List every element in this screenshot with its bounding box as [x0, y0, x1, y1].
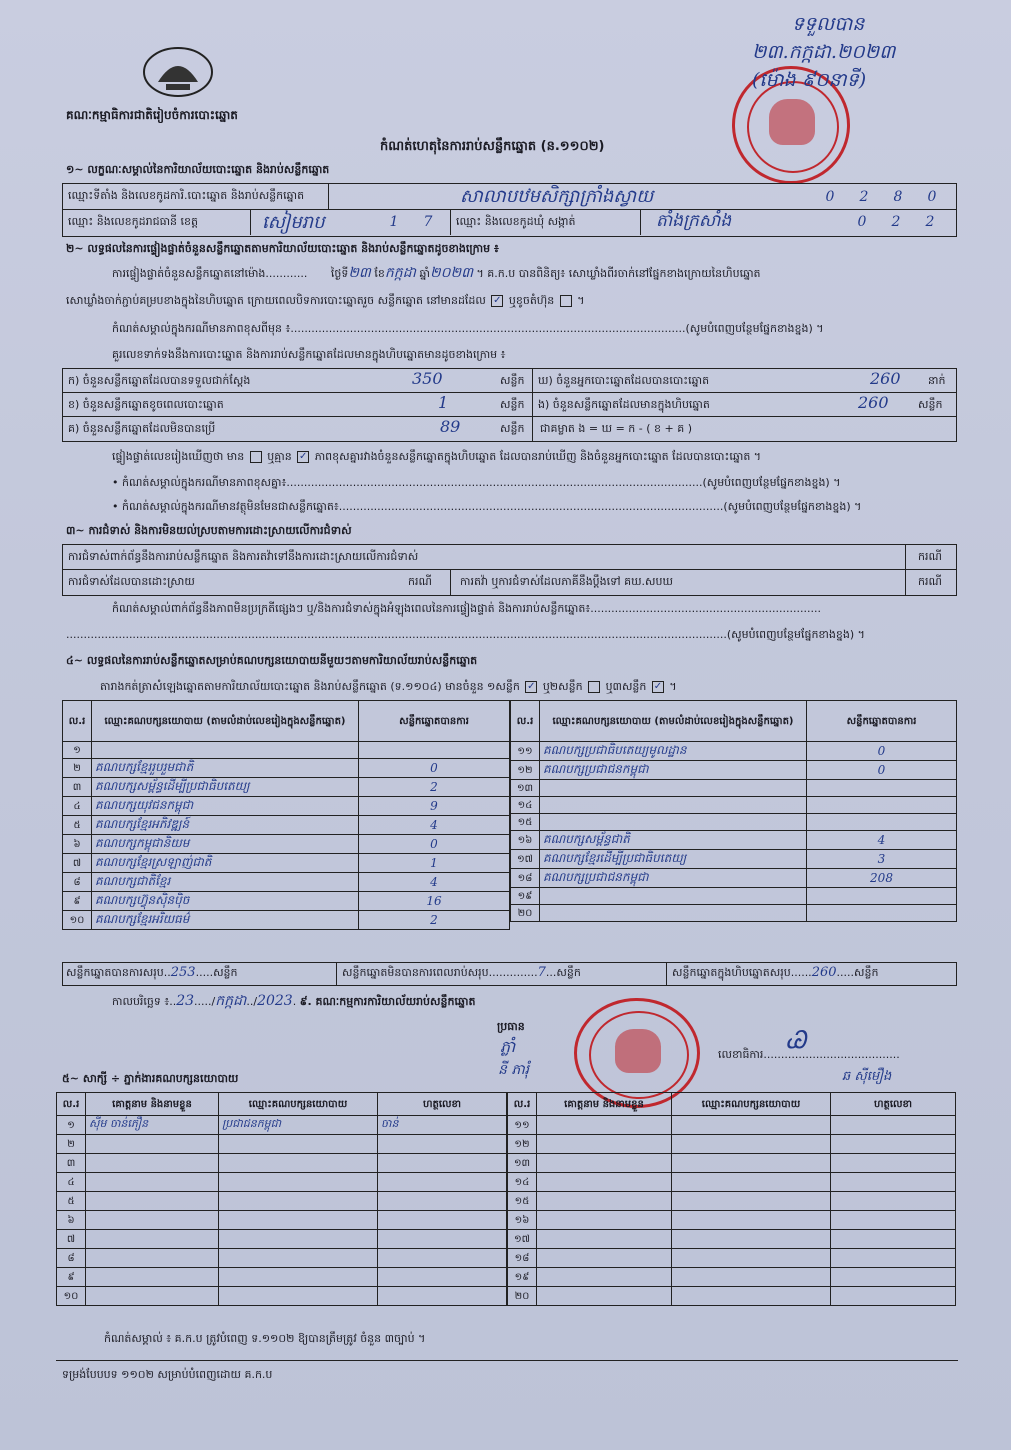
table-row [511, 761, 957, 780]
valid-votes: 0 [359, 759, 510, 778]
tally-sheet-line: តារាងកត់ត្រាសំឡេងឆ្នោតតាមការិយាល័យបោះឆ្នោត និងរាប់សន្លឹកឆ្នោត (ទ.១១០៤) មានចំនួន ១សន្លឹក ✓ ឬ២សន្លឹក ឬ៣សន្លឹក ✓ ។ [100, 680, 677, 693]
valid-votes: 0 [807, 742, 957, 761]
table-row [63, 797, 510, 816]
party-name: គណបក្សប្រជាធិបតេយ្យមូលដ្ឋាន [540, 742, 807, 761]
party-name [540, 797, 807, 814]
table-row [511, 831, 957, 850]
table-row [63, 911, 510, 930]
valid-votes: 4 [359, 816, 510, 835]
witness-party [672, 1116, 831, 1135]
row-number: ១៧ [508, 1230, 537, 1249]
party-name [540, 905, 807, 922]
section3-title: ៣~ ការជំទាស់ និងការមិនយល់ស្របតាមការដោះស្រាយលើការជំទាស់ [66, 524, 352, 537]
verification-line1: ការផ្ទៀងផ្ទាត់ចំនួនសន្លឹកឆ្នោតនៅម៉ោង............ ថ្ងៃទី២៣ ខែកក្កដា ឆ្នាំ២០២៣ ។ គ.ក.ប បានពិនិត្យ៖ សោឃ្លាំងពីរចាក់នៅផ្នែកខាងក្រោយនៃហិបឆ្នោត [112, 265, 761, 281]
witness-party [672, 1249, 831, 1268]
valid-votes: 16 [359, 892, 510, 911]
valid-votes: 9 [359, 797, 510, 816]
total-in-box: សន្លឹកឆ្នោតក្នុងហិបឆ្នោតសរុប......260.....សន្លឹក [672, 965, 879, 980]
row-number: ១ [63, 742, 92, 759]
party-name [540, 888, 807, 905]
witness-party [219, 1192, 378, 1211]
valid-votes: 2 [359, 911, 510, 930]
party-name: គណបក្សជាតិខ្មែរ [92, 873, 359, 892]
party-name: គណបក្សខ្មែរដើម្បីប្រជាធិបតេយ្យ [540, 850, 807, 869]
witness-name [537, 1192, 672, 1211]
row-number: ១ [57, 1116, 86, 1135]
row-number: ២០ [511, 905, 540, 922]
witness-party [672, 1192, 831, 1211]
witness-name [537, 1268, 672, 1287]
received-ballots-value: 350 [412, 369, 443, 388]
voters-label: ឃ) ចំនួនអ្នកបោះឆ្នោតដែលបានបោះឆ្នោត [538, 374, 710, 387]
row-number: ១០ [57, 1287, 86, 1306]
row-number: ១៤ [508, 1173, 537, 1192]
appeals: ការតវ៉ា ឬការជំទាស់ដែលភាគីនឹងប្តឹងទៅ គឃ.សបឃ [460, 575, 673, 588]
row-number: ១៧ [511, 850, 540, 869]
witness-name: ស៊ីម ចាន់ភឿន [86, 1116, 219, 1135]
valid-votes: 208 [807, 869, 957, 888]
party-name: គណបក្សហ៊្វុនស៊ិនប៉ិច [92, 892, 359, 911]
chair-signature: ភ្លាំ [500, 1037, 516, 1056]
row-number: ៤ [57, 1173, 86, 1192]
three-sheets-checkbox[interactable]: ✓ [653, 681, 663, 692]
polling-station-value: សាលាបឋមសិក្សាក្រាំងស្វាយ [460, 186, 654, 207]
party-name: គណបក្សសម្ព័ន្ធជាតិ [540, 831, 807, 850]
party-name: គណបក្សខ្មែររួបរួមជាតិ [92, 759, 359, 778]
polling-station-label: ឈ្មោះទីតាំង និងលេខកូដការិ.បោះឆ្នោត និងរាប់សន្លឹកឆ្នោត [68, 189, 305, 202]
row-number: ១២ [511, 761, 540, 780]
witness-row [508, 1230, 956, 1249]
witness-name [86, 1173, 219, 1192]
witness-name [537, 1116, 672, 1135]
party-name [540, 780, 807, 797]
ballots-in-box-label: ង) ចំនួនសន្លឹកឆ្នោតដែលមានក្នុងហិបឆ្នោត [538, 398, 710, 411]
row-number: ១៨ [508, 1249, 537, 1268]
objections-row1: ការជំទាស់ពាក់ព័ន្ធនឹងការរាប់សន្លឹកឆ្នោត និងការតវ៉ាទៅនឹងការដោះស្រាយលើការជំទាស់ [68, 550, 419, 563]
table-row [511, 814, 957, 831]
witness-name [537, 1154, 672, 1173]
witness-party [672, 1287, 831, 1306]
witness-row [508, 1268, 956, 1287]
polling-station-code: 0 2 8 0 [825, 189, 937, 205]
table-row [63, 854, 510, 873]
witness-name [86, 1249, 219, 1268]
witness-row [508, 1154, 956, 1173]
spoiled-ballots-label: ខ) ចំនួនសន្លឹកឆ្នោតខូចពេលបោះឆ្នោត [68, 398, 224, 411]
witness-row [57, 1230, 507, 1249]
witness-signature [831, 1230, 956, 1249]
witness-party [219, 1173, 378, 1192]
table-row [63, 778, 510, 797]
foreign-object-remark: • កំណត់សម្គាល់ក្នុងករណីមានវត្ថុមិនមែនជាសន្លឹកឆ្នោត៖..............................................................................................................(សូមបំពេញបន្ថែមផ្នែកខាងខ្នង) ។ [112, 500, 862, 513]
witness-party [672, 1268, 831, 1287]
witness-signature [831, 1173, 956, 1192]
witness-party [219, 1287, 378, 1306]
witness-name [86, 1135, 219, 1154]
witness-signature [378, 1135, 507, 1154]
witness-name [86, 1211, 219, 1230]
counts-formula: ជាគម្លាត ង = ឃ = ក - ( ខ + គ ) [540, 422, 692, 435]
two-sheets-checkbox[interactable] [588, 681, 600, 693]
row-number: ៩ [63, 892, 92, 911]
witness-row [508, 1116, 956, 1135]
row-number: ១៩ [508, 1268, 537, 1287]
spoiled-ballots-value: 1 [438, 393, 449, 412]
witness-name [86, 1287, 219, 1306]
table-row [511, 869, 957, 888]
witness-signature: ចាន់ [378, 1116, 507, 1135]
witness-party [672, 1230, 831, 1249]
row-number: ១១ [511, 742, 540, 761]
row-number: ៥ [63, 816, 92, 835]
table-row [511, 905, 957, 922]
section2-title: ២~ លទ្ធផលនៃការផ្ទៀងផ្ទាត់ចំនួនសន្លឹកឆ្នោតតាមការិយាល័យបោះឆ្នោត និងរាប់សន្លឹកឆ្នោតដូចខាងក្រោម ៖ [66, 242, 499, 255]
witness-signature [378, 1230, 507, 1249]
secretary-label: លេខាធិការ....................................... [718, 1048, 900, 1061]
witness-row [57, 1116, 507, 1135]
difference-note: កំណត់សម្គាល់ក្នុងករណីមានភាពខុសពីមុន ៖.................................................................................................................(សូមបំពេញបន្ថែមផ្នែកខាងខ្នង) ។ [112, 322, 824, 335]
received-note: ទទួលបាន ២៣.កក្កដា.២០២៣ (ម៉ោង ៩០នាទី) [752, 13, 896, 91]
witness-row [57, 1154, 507, 1173]
row-number: ២ [57, 1135, 86, 1154]
witness-signature [378, 1211, 507, 1230]
party-name: គណបក្សយុវជនកម្ពុជា [92, 797, 359, 816]
nec-emblem-icon [138, 42, 218, 100]
witness-signature [378, 1249, 507, 1268]
commune-code: 0 2 2 [857, 214, 935, 230]
table-row [511, 850, 957, 869]
witness-signature [378, 1173, 507, 1192]
row-number: ១៤ [511, 797, 540, 814]
province-code: 1 7 [389, 214, 433, 230]
valid-votes [807, 814, 957, 831]
party-name: គណបក្សប្រជាជនកម្ពុជា [540, 869, 807, 888]
witness-signature [831, 1192, 956, 1211]
witness-party [219, 1249, 378, 1268]
witness-row [57, 1249, 507, 1268]
table-row [511, 780, 957, 797]
section4-title: ៤~ លទ្ធផលនៃការរាប់សន្លឹកឆ្នោតសម្រាប់គណបក្សនយោបាយនីមួយៗតាមការិយាល័យរាប់សន្លឹកឆ្នោត [66, 654, 478, 667]
table-row [511, 742, 957, 761]
footnote: កំណត់សម្គាល់ ៖ គ.ក.ប ត្រូវបំពេញ ទ.១១០២ ឱ្យបានត្រឹមត្រូវ ចំនួន ៣ច្បាប់ ។ [104, 1332, 426, 1345]
row-number: ១៥ [511, 814, 540, 831]
secretary-signature: Ꮚ [786, 1026, 807, 1054]
valid-votes [807, 905, 957, 922]
party-name [540, 814, 807, 831]
secretary-name: ឆ ស៊ីមឿង [842, 1069, 892, 1084]
party-name: គណបក្សខ្មែរស្រឡាញ់ជាតិ [92, 854, 359, 873]
witness-row [508, 1211, 956, 1230]
witness-party: ប្រជាជនកម្ពុជា [219, 1116, 378, 1135]
valid-votes: 0 [359, 835, 510, 854]
party-name: គណបក្សកម្ពុជានិយម [92, 835, 359, 854]
row-number: ៣ [63, 778, 92, 797]
witness-party [672, 1135, 831, 1154]
unchanged-checkbox[interactable]: ✓ [493, 295, 502, 306]
row-number: ១៥ [508, 1192, 537, 1211]
province-value: សៀមរាប [262, 212, 325, 233]
witness-signature [831, 1116, 956, 1135]
witness-row [508, 1192, 956, 1211]
table-row [511, 888, 957, 905]
witness-name [86, 1268, 219, 1287]
party-name: គណបក្សសម្ព័ន្ធដើម្បីប្រជាធិបតេយ្យ [92, 778, 359, 797]
unused-ballots-value: 89 [440, 417, 461, 436]
valid-votes: 1 [359, 854, 510, 873]
discrepancy-no-checkbox[interactable]: ✓ [299, 451, 308, 462]
form-title: កំណត់ហេតុនៃការរាប់សន្លឹកឆ្នោត (ន.១១០២) [380, 139, 605, 154]
results-table-right: ល.រ ឈ្មោះគណបក្សនយោបាយ (តាមលំដាប់លេខរៀងក្នុងសន្លឹកឆ្នោត) សន្លឹកឆ្នោតបានការ ១១ គណបក្សប្រជាធិបតេយ្យមូលដ្ឋាន 0 ១២ គណបក្សប្រជាជនកម្ពុជា 0 ១៣ ១៤ ១៥ ១៦ គណបក្សសម្ព័ន្ធជាតិ 4 ១៧ គណបក្សខ្មែរដើម្បីប្រជាធិបតេយ្យ 3 ១៨ គណបក្សប្រជាជនកម្ពុជា 208 ១៩ ២០ [510, 700, 957, 922]
unused-ballots-label: គ) ចំនួនសន្លឹកឆ្នោតដែលមិនបានប្រើ [68, 422, 216, 435]
valid-votes: 0 [807, 761, 957, 780]
org-name: គណៈកម្មាធិការជាតិរៀបចំការបោះឆ្នោត [66, 108, 238, 122]
witness-party [672, 1154, 831, 1173]
witness-party [219, 1268, 378, 1287]
signoff-date: កាលបរិច្ឆេទ ៖..23...../កក្កដា../2023. ៩. គណៈកម្មការការិយាល័យរាប់សន្លឹកឆ្នោត [112, 993, 476, 1009]
witness-row [508, 1287, 956, 1306]
row-number: ១៦ [508, 1211, 537, 1230]
valid-votes [807, 888, 957, 905]
voters-value: 260 [870, 369, 901, 388]
total-invalid: សន្លឹកឆ្នោតមិនបានការពេលរាប់សរុប..............7...សន្លឹក [342, 965, 581, 980]
verification-line2: សោឃ្លាំងចាក់ភ្ជាប់គម្របខាងក្នុងនៃហិបឆ្នោត ក្រោយពេលបិទការបោះឆ្នោតរួច សន្លឹកឆ្នោត នៅមានដដែល ✓ ឬខូចតំហ៊ុន ។ [66, 294, 585, 307]
witness-signature [378, 1154, 507, 1173]
row-number: ១៣ [508, 1154, 537, 1173]
row-number: ៨ [57, 1249, 86, 1268]
row-number: ១២ [508, 1135, 537, 1154]
witness-party [672, 1211, 831, 1230]
witness-party [219, 1230, 378, 1249]
chair-name: នី ភារុំ [498, 1062, 530, 1078]
witness-name [86, 1154, 219, 1173]
witness-row [57, 1135, 507, 1154]
discrepancy-yes-checkbox[interactable] [250, 451, 262, 463]
valid-votes: 2 [359, 778, 510, 797]
witness-party [219, 1211, 378, 1230]
witness-party [219, 1154, 378, 1173]
witness-name [537, 1230, 672, 1249]
form-footer: ទម្រង់បែបបទ ១១០២ សម្រាប់បំពេញដោយ គ.ក.ប [62, 1368, 273, 1381]
witness-name [537, 1287, 672, 1306]
witness-row [57, 1211, 507, 1230]
counts-intro: គួរលេខទាក់ទងនឹងការបោះឆ្នោត និងការរាប់សន្លឹកឆ្នោតដែលមានក្នុងហិបឆ្នោតមានដូចខាងក្រោម ៖ [112, 348, 506, 361]
results-table-left: ល.រ ឈ្មោះគណបក្សនយោបាយ (តាមលំដាប់លេខរៀងក្នុងសន្លឹកឆ្នោត) សន្លឹកឆ្នោតបានការ ១ ២ គណបក្សខ្មែររួបរួមជាតិ 0 ៣ គណបក្សសម្ព័ន្ធដើម្បីប្រជាធិបតេយ្យ 2 ៤ គណបក្សយុវជនកម្ពុជា 9 ៥ គណបក្សខ្មែរអភិវឌ្ឍន៍ 4 ៦ គណបក្សកម្ពុជានិយម 0 ៧ គណបក្សខ្មែរស្រឡាញ់ជាតិ 1 ៨ គណបក្សជាតិខ្មែរ 4 ៩ គណបក្សហ៊្វុនស៊ិនប៉ិច 16 ១០ គណបក្សខ្មែរអរិយធម៌ 2 [62, 700, 510, 930]
chair-label: ប្រធាន [497, 1020, 525, 1033]
witness-row [57, 1173, 507, 1192]
row-number: ៩ [57, 1268, 86, 1287]
witness-signature [831, 1287, 956, 1306]
damaged-checkbox[interactable] [560, 295, 572, 307]
witness-name [537, 1211, 672, 1230]
table-row [63, 892, 510, 911]
valid-votes [807, 780, 957, 797]
valid-votes: 4 [807, 831, 957, 850]
valid-votes: 4 [359, 873, 510, 892]
party-name: គណបក្សប្រជាជនកម្ពុជា [540, 761, 807, 780]
row-number: ៦ [57, 1211, 86, 1230]
row-number: ៣ [57, 1154, 86, 1173]
row-number: ១៦ [511, 831, 540, 850]
witness-signature [831, 1135, 956, 1154]
ballots-in-box-value: 260 [858, 393, 889, 412]
row-number: ១៩ [511, 888, 540, 905]
difference-remark: • កំណត់សម្គាល់ក្នុងករណីមានភាពខុសគ្នា៖.......................................................................................................................(សូមបំពេញបន្ថែមផ្នែកខាងខ្នង) ។ [112, 476, 841, 489]
irregularity-note-line2: .............................................................................................................................................................................................(សូមបំពេញបន្ថែមផ្នែកខាងខ្នង) ។ [66, 628, 865, 641]
valid-votes [807, 797, 957, 814]
row-number: ២០ [508, 1287, 537, 1306]
party-name: គណបក្សខ្មែរអភិវឌ្ឍន៍ [92, 816, 359, 835]
witness-name [537, 1135, 672, 1154]
row-number: ១៣ [511, 780, 540, 797]
irregularity-note: កំណត់សម្គាល់ពាក់ព័ន្ធនឹងភាពមិនប្រក្រតីផ្សេងៗ ឬ/និងការជំទាស់ក្នុងអំឡុងពេលនៃការផ្ទៀងផ្ទាត់ និងការរាប់សន្លឹកឆ្នោត៖.................................................................. [112, 602, 821, 615]
valid-votes [359, 742, 510, 759]
party-name [92, 742, 359, 759]
witness-row [57, 1287, 507, 1306]
witness-signature [831, 1154, 956, 1173]
witness-table-right: ល.រ គោត្តនាម និងនាមខ្លួន ឈ្មោះគណបក្សនយោបាយ ហត្ថលេខា ១១ ១២ ១៣ ១៤ ១៥ ១៦ ១៧ ១៨ ១៩ ២០ [507, 1092, 956, 1306]
received-ballots-label: ក) ចំនួនសន្លឹកឆ្នោតដែលបានទទួលជាក់ស្តែង [68, 374, 251, 387]
row-number: ១៨ [511, 869, 540, 888]
party-name: គណបក្សខ្មែរអរិយធម៌ [92, 911, 359, 930]
commune-label: ឈ្មោះ និងលេខកូដឃុំ សង្កាត់ [456, 215, 576, 228]
one-sheet-checkbox[interactable]: ✓ [527, 681, 536, 692]
table-row [63, 816, 510, 835]
witness-name [86, 1192, 219, 1211]
valid-votes: 3 [807, 850, 957, 869]
row-number: ៤ [63, 797, 92, 816]
witness-row [57, 1192, 507, 1211]
witness-signature [378, 1268, 507, 1287]
row-number: ៥ [57, 1192, 86, 1211]
row-number: ២ [63, 759, 92, 778]
row-number: ៧ [57, 1230, 86, 1249]
section1-title: ១~ លក្ខណៈសម្គាល់នៃការិយាល័យបោះឆ្នោត និងរាប់សន្លឹកឆ្នោត [66, 163, 330, 176]
witness-party [672, 1173, 831, 1192]
witness-name [86, 1230, 219, 1249]
table-row [63, 759, 510, 778]
table-row [63, 742, 510, 759]
row-number: ១០ [63, 911, 92, 930]
table-row [63, 873, 510, 892]
province-label: ឈ្មោះ និងលេខកូដរាជធានី ខេត្ត [68, 215, 198, 228]
witness-row [508, 1135, 956, 1154]
witness-signature [831, 1268, 956, 1287]
witness-table-left: ល.រ គោត្តនាម និងនាមខ្លួន ឈ្មោះគណបក្សនយោបាយ ហត្ថលេខា ១ ស៊ីម ចាន់ភឿន ប្រជាជនកម្ពុជា ចាន់ ២ ៣ ៤ ៥ ៦ ៧ ៨ ៩ ១០ [56, 1092, 507, 1306]
witness-party [219, 1135, 378, 1154]
row-number: ៧ [63, 854, 92, 873]
witness-name [537, 1249, 672, 1268]
witness-row [508, 1249, 956, 1268]
witness-name [537, 1173, 672, 1192]
table-row [63, 835, 510, 854]
witness-signature [831, 1211, 956, 1230]
total-valid: សន្លឹកឆ្នោតបានការសរុប..253.....សន្លឹក [66, 965, 238, 980]
witness-row [57, 1268, 507, 1287]
resolved-objections: ការជំទាស់ដែលបានដោះស្រាយ [68, 575, 195, 588]
row-number: ៨ [63, 873, 92, 892]
commune-value: តាំងក្រសាំង [656, 211, 732, 231]
row-number: ១១ [508, 1116, 537, 1135]
witness-row [508, 1173, 956, 1192]
form-page: គណៈកម្មាធិការជាតិរៀបចំការបោះឆ្នោត ទទួលបាន ២៣.កក្កដា.២០២៣ (ម៉ោង ៩០នាទី) កំណត់ហេតុនៃការរាប់សន្លឹកឆ្នោត (ន.១១០២) ១~ លក្ខណៈសម្គាល់នៃការិយាល័យបោះឆ្នោត និងរាប់សន្លឹកឆ្នោត ឈ្មោះទីតាំង និងលេខកូដការិ.បោះឆ្នោត និងរាប់សន្លឹកឆ្នោត សាលាបឋមសិក្សាក្រាំងស្វាយ 0 2 8 0 ឈ្មោះ និងលេខកូដរាជធានី ខេត្ត សៀមរាប 1 7 ឈ្មោះ និងលេខកូដឃុំ សង្កាត់ តាំងក្រសាំង 0 2 2 ២~ លទ្ធផលនៃការផ្ទៀងផ្ទាត់ចំនួនសន្លឹកឆ្នោតតាមការិយាល័យបោះឆ្នោត និងរាប់សន្លឹកឆ្នោតដូចខាងក្រោម ៖ ការផ្ទៀងផ្ទាត់ចំនួនសន្លឹកឆ្នោតនៅម៉ោង............ ថ្ងៃទី២៣ ខែកក្កដា ឆ្នាំ២០២៣ ។ គ.ក.ប បានពិនិត្យ៖ សោឃ្លាំងពីរចាក់នៅផ្នែកខាងក្រោយនៃហិបឆ្នោត សោឃ្លាំងចាក់ភ្ជាប់គម្របខាងក្នុងនៃហិបឆ្នោត ក្រោយពេលបិទការបោះឆ្នោតរួច សន្លឹកឆ្នោត នៅមានដដែល ✓ ឬខូចតំហ៊ុន ។ កំណត់សម្គាល់ក្នុងករណីមានភាពខុសពីមុន ៖.................................................................................................................(សូមបំពេញបន្ថែមផ្នែកខាងខ្នង) ។ គួរលេខទាក់ទងនឹងការបោះឆ្នោត និងការរាប់សន្លឹកឆ្នោតដែលមានក្នុងហិបឆ្នោតមានដូចខាងក្រោម ៖ ក) ចំនួនសន្លឹកឆ្នោតដែលបានទទួលជាក់ស្តែង 350 សន្លឹក ឃ) ចំនួនអ្នកបោះឆ្នោតដែលបានបោះឆ្នោត 260 នាក់ ខ) ចំនួនសន្លឹកឆ្នោតខូចពេលបោះឆ្នោត 1 សន្លឹក ង) ចំនួនសន្លឹកឆ្នោតដែលមានក្នុងហិបឆ្នោត 260 សន្លឹក គ) ចំនួនសន្លឹកឆ្នោតដែលមិនបានប្រើ 89 សន្លឹក ជាគម្លាត ង = ឃ = ក - ( ខ + គ ) ផ្ទៀងផ្ទាត់លេខរៀងឃើញថា មាន ឬគ្មាន ✓ ភាពខុសគ្នារវាងចំនួនសន្លឹកឆ្នោតក្នុងហិបឆ្នោត ដែលបានរាប់ឃើញ និងចំនួនអ្នកបោះឆ្នោត ដែលបានបោះឆ្នោត ។ • កំណត់សម្គាល់ក្នុងករណីមានភាពខុសគ្នា៖.......................................................................................................................(សូមបំពេញបន្ថែមផ្នែកខាងខ្នង) ។ • កំណត់សម្គាល់ក្នុងករណីមានវត្ថុមិនមែនជាសន្លឹកឆ្នោត៖..............................................................................................................(សូមបំពេញបន្ថែមផ្នែកខាងខ្នង) ។ ៣~ ការជំទាស់ និងការមិនយល់ស្របតាមការដោះស្រាយលើការជំទាស់ ការជំទាស់ពាក់ព័ន្ធនឹងការរាប់សន្លឹកឆ្នោត និងការតវ៉ាទៅនឹងការដោះស្រាយលើការជំទាស់ ករណី ការជំទាស់ដែលបានដោះស្រាយ ករណី ការតវ៉ា ឬការជំទាស់ដែលភាគីនឹងប្តឹងទៅ គឃ.សបឃ ករណី កំណត់សម្គាល់ពាក់ព័ន្ធនឹងភាពមិនប្រក្រតីផ្សេងៗ ឬ/និងការជំទាស់ក្នុងអំឡុងពេលនៃការផ្ទៀងផ្ទាត់ និងការរាប់សន្លឹកឆ្នោត៖.................................................................. .............................................................................................................................................................................................(សូមបំពេញបន្ថែមផ្នែកខាងខ្នង) ។ ៤~ លទ្ធផលនៃការរាប់សន្លឹកឆ្នោតសម្រាប់គណបក្សនយោបាយនីមួយៗតាមការិយាល័យរាប់សន្លឹកឆ្នោត តារាងកត់ត្រាសំឡេងឆ្នោតតាមការិយាល័យបោះឆ្នោត និងរាប់សន្លឹកឆ្នោត (ទ.១១០៤) មានចំនួន ១សន្លឹក ✓ ឬ២សន្លឹក ឬ៣សន្លឹក ✓ ។ ល.រ ឈ្មោះគណបក្សនយោបាយ (តាមលំដាប់លេខរៀងក្នុងសន្លឹកឆ្នោត) សន្លឹកឆ្នោតបានការ ១ ២ គណបក្សខ្មែររួបរួមជាតិ 0 ៣ គណបក្សសម្ព័ន្ធដើម្បីប្រជាធិបតេយ្យ 2 ៤ គណបក្សយុវជនកម្ពុជា 9 ៥ គណបក្សខ្មែរអភិវឌ្ឍន៍ 4 ៦ គណបក្សកម្ពុជានិយម 0 ៧ គណបក្សខ្មែរស្រឡាញ់ជាតិ 1 ៨ គណបក្សជាតិខ្មែរ 4 ៩ គណបក្សហ៊្វុនស៊ិនប៉ិច 16 ១០ គណបក្សខ្មែរអរិយធម៌ 2 ល.រ ឈ្មោះគណបក្សនយោបាយ (តាមលំដាប់លេខរៀងក្នុងសន្លឹកឆ្នោត) សន្លឹកឆ្នោតបានការ ១១ គណបក្សប្រជាធិបតេយ្យមូលដ្ឋាន 0 ១២ គណបក្សប្រជាជនកម្ពុជា 0 ១៣ ១៤ ១៥ ១៦ គណបក្សសម្ព័ន្ធជាតិ 4 ១៧ គណបក្សខ្មែរដើម្បីប្រជាធិបតេយ្យ 3 ១៨ គណបក្សប្រជាជនកម្ពុជា 208 ១៩ ២០ សន្លឹកឆ្នោតបានការសរុប..253.....សន្លឹក សន្លឹកឆ្នោតមិនបានការពេលរាប់សរុប..............7...សន្លឹក សន្លឹកឆ្នោតក្នុងហិបឆ្នោតសរុប......260.....សន្លឹក កាលបរិច្ឆេទ ៖..23...../កក្កដា../2023. ៩. គណៈកម្មការការិយាល័យរាប់សន្លឹកឆ្នោត ប្រធាន ភ្លាំ នី ភារុំ លេខាធិការ....................................... Ꮚ ឆ ស៊ីមឿង ៥~ សាក្សី ÷ ភ្នាក់ងារគណបក្សនយោបាយ ល.រ គោត្តនាម និងនាមខ្លួន ឈ្មោះគណបក្សនយោបាយ ហត្ថលេខា ១ ស៊ីម ចាន់ភឿន ប្រជាជនកម្ពុជា ចាន់ ២ ៣ ៤ ៥ ៦ ៧ ៨ ៩ ១០ ល.រ គោត្តនាម និងនាមខ្លួន ឈ្មោះគណបក្សនយោបាយ ហត្ថលេខា ១១ ១២ ១៣ ១៤ ១៥ ១៦ ១៧ ១៨ ១៩ ២០ កំណត់សម្គាល់ ៖ គ.ក.ប ត្រូវបំពេញ ទ.១១០២ ឱ្យបានត្រឹមត្រូវ ចំនួន ៣ច្បាប់ ។ ទម្រង់បែបបទ ១១០២ សម្រាប់បំពេញដោយ គ.ក.ប [0, 0, 1011, 1450]
table-row [511, 797, 957, 814]
witness-signature [378, 1287, 507, 1306]
witness-signature [831, 1249, 956, 1268]
witness-signature [378, 1192, 507, 1211]
discrepancy-line: ផ្ទៀងផ្ទាត់លេខរៀងឃើញថា មាន ឬគ្មាន ✓ ភាពខុសគ្នារវាងចំនួនសន្លឹកឆ្នោតក្នុងហិបឆ្នោត ដែលបានរាប់ឃើញ និងចំនួនអ្នកបោះឆ្នោត ដែលបានបោះឆ្នោត ។ [112, 450, 762, 463]
row-number: ៦ [63, 835, 92, 854]
section5-title: ៥~ សាក្សី ÷ ភ្នាក់ងារគណបក្សនយោបាយ [62, 1072, 239, 1085]
